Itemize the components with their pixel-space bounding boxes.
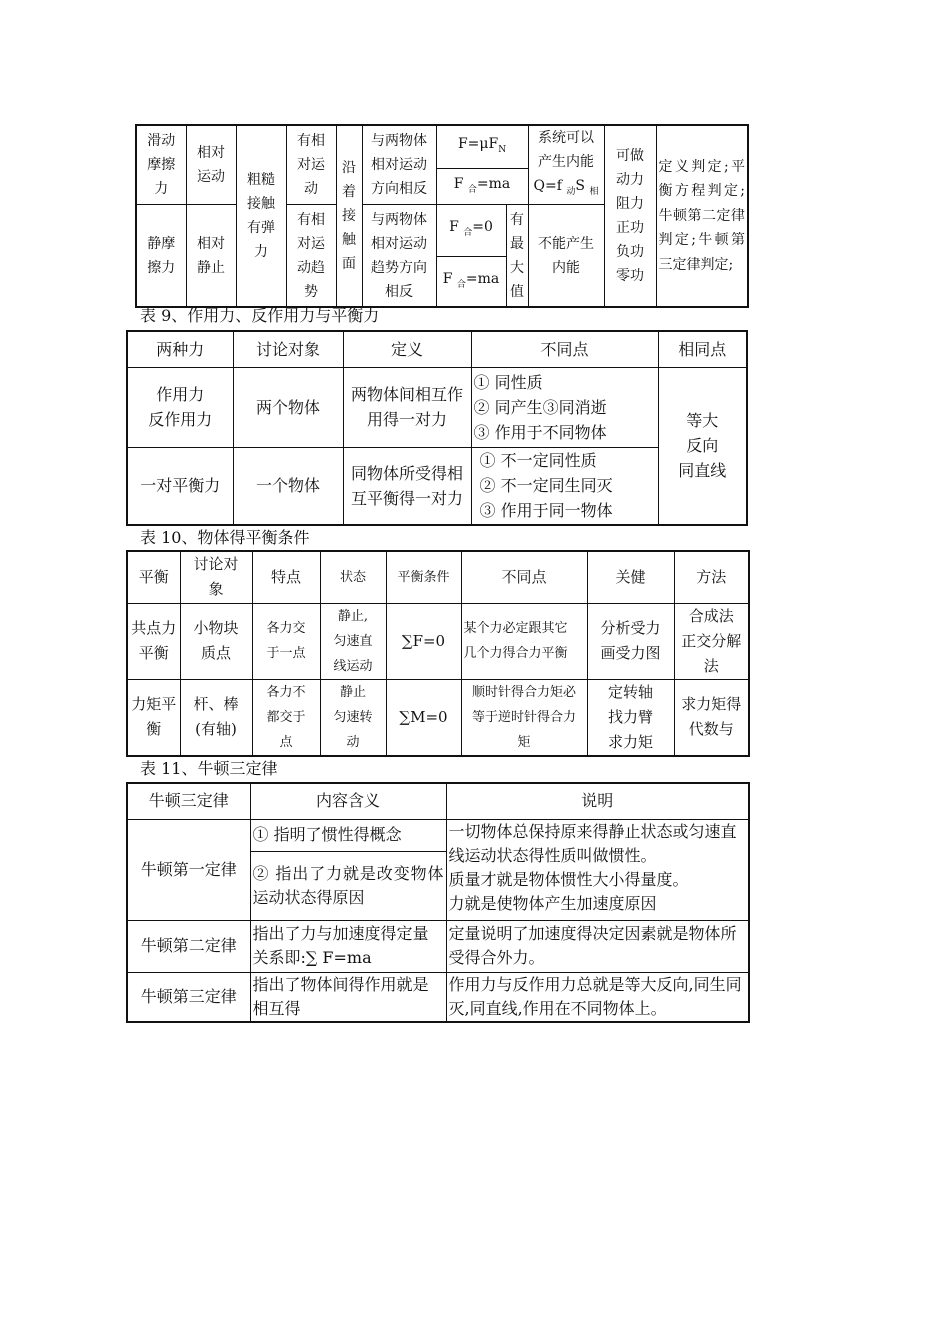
header-cell: 讨论对象 xyxy=(233,331,343,367)
force-diff: ① 不一定同性质 ② 不一定同生同灭 ③ 作用于同一物体 xyxy=(471,447,658,525)
force-object: 两个物体 xyxy=(233,367,343,447)
work-cell: 可做 动力 阻力 正功 负功 零功 xyxy=(604,125,656,307)
header-cell: 定义 xyxy=(343,331,471,367)
force-pairs-table xyxy=(126,330,748,526)
second-law-name: 牛顿第二定律 xyxy=(127,920,250,972)
first-law-name: 牛顿第一定律 xyxy=(127,819,250,920)
table9-caption: 表 9、作用力、反作用力与平衡力 xyxy=(140,306,380,325)
header-cell: 状态 xyxy=(320,551,386,603)
energy-sub-2: 相 xyxy=(589,186,599,197)
newton-laws-table xyxy=(126,782,750,1023)
header-cell: 不同点 xyxy=(471,331,658,367)
third-law-meaning: 指出了物体间得作用就是相互得 xyxy=(250,972,446,1022)
eq-diff: 顺时针得合力矩必 等于逆时针得合力 矩 xyxy=(461,679,587,756)
second-law-meaning: 指出了力与加速度得定量关系即:∑ F=ma xyxy=(250,920,446,972)
eq-key: 分析受力 画受力图 xyxy=(587,603,674,679)
static-max: 有 最 大 值 xyxy=(506,204,528,307)
friction-table xyxy=(135,124,749,308)
common-surface: 沿 着 接 触 面 xyxy=(336,125,362,307)
static-direction: 与两物体 相对运动 趋势方向 相反 xyxy=(362,204,436,307)
force-definition: 两物体间相互作 用得一对力 xyxy=(343,367,471,447)
header-cell: 内容含义 xyxy=(250,783,446,819)
first-law-meaning-2: ② 指出了力就是改变物体运动状态得原因 xyxy=(250,851,446,920)
header-cell: 相同点 xyxy=(658,331,747,367)
force-diff: ① 同性质 ② 同产生③同消逝 ③ 作用于不同物体 xyxy=(471,367,658,447)
first-law-meaning-1: ① 指明了惯性得概念 xyxy=(250,819,446,851)
energy-mid: S xyxy=(575,178,590,194)
formula-text: =0 xyxy=(472,219,493,236)
eq-object: 小物块 质点 xyxy=(180,603,252,679)
static-condition: 有相 对运 动趋 势 xyxy=(286,204,336,307)
header-cell: 平衡条件 xyxy=(386,551,461,603)
sliding-motion: 相对 运动 xyxy=(186,125,236,204)
sliding-condition: 有相 对运 动 xyxy=(286,125,336,204)
judgement-cell: 定义判定;平衡方程判定;牛顿第二定律判定;牛顿第三定律判定; xyxy=(656,125,748,307)
formula-text: F=μF xyxy=(457,136,499,153)
header-cell: 不同点 xyxy=(461,551,587,603)
eq-diff: 某个力必定跟其它 几个力得合力平衡 xyxy=(461,603,587,679)
formula-sub: 合 xyxy=(463,228,473,239)
sliding-formula-bottom xyxy=(436,169,528,204)
static-formula-bottom xyxy=(436,256,506,307)
eq-type: 力矩平 衡 xyxy=(127,679,180,756)
eq-key: 定转轴 找力臂 求力矩 xyxy=(587,679,674,756)
header-cell: 说明 xyxy=(446,783,749,819)
formula-text: F xyxy=(442,270,457,287)
energy-text: 系统可以 产生内能 Q=f xyxy=(533,130,595,194)
force-definition: 同物体所受得相 互平衡得一对力 xyxy=(343,447,471,525)
formula-text: =ma xyxy=(465,270,500,287)
first-law-note: 一切物体总保持原来得静止状态或匀速直线运动状态得性质叫做惯性。 质量才就是物体惯性大小得量度。 力就是使物体产生加速度原因 xyxy=(446,819,749,920)
static-energy: 不能产生 内能 xyxy=(528,204,604,307)
header-cell: 讨论对 象 xyxy=(180,551,252,603)
eq-feature: 各力不 都交于 点 xyxy=(252,679,320,756)
equilibrium-table xyxy=(126,550,750,757)
header-cell: 平衡 xyxy=(127,551,180,603)
table11-caption: 表 11、牛顿三定律 xyxy=(140,759,278,778)
energy-sub-1: 动 xyxy=(566,186,576,197)
eq-object: 杆、棒 (有轴) xyxy=(180,679,252,756)
force-kind: 作用力 反作用力 xyxy=(127,367,233,447)
second-law-note: 定量说明了加速度得决定因素就是物体所受得合外力。 xyxy=(446,920,749,972)
static-motion: 相对 静止 xyxy=(186,204,236,307)
formula-text: F xyxy=(449,219,464,236)
static-formula-top xyxy=(436,204,506,256)
common-condition: 粗糙 接触 有弹 力 xyxy=(236,125,286,307)
header-cell: 牛顿三定律 xyxy=(127,783,250,819)
eq-method: 求力矩得 代数与 xyxy=(674,679,749,756)
third-law-name: 牛顿第三定律 xyxy=(127,972,250,1022)
formula-sub: 合 xyxy=(456,279,466,290)
sliding-friction-name: 滑动 摩擦 力 xyxy=(136,125,186,204)
eq-state: 静止, 匀速直 线运动 xyxy=(320,603,386,679)
sliding-direction: 与两物体 相对运动 方向相反 xyxy=(362,125,436,204)
formula-text: F xyxy=(453,175,468,192)
third-law-note: 作用力与反作用力总就是等大反向,同生同灭,同直线,作用在不同物体上。 xyxy=(446,972,749,1022)
eq-method: 合成法 正交分解 法 xyxy=(674,603,749,679)
eq-condition: ∑F=0 xyxy=(386,603,461,679)
header-cell: 方法 xyxy=(674,551,749,603)
sliding-energy xyxy=(528,125,604,204)
header-cell: 两种力 xyxy=(127,331,233,367)
force-kind: 一对平衡力 xyxy=(127,447,233,525)
header-cell: 关健 xyxy=(587,551,674,603)
formula-text: =ma xyxy=(476,175,511,192)
table10-caption: 表 10、物体得平衡条件 xyxy=(140,528,310,547)
force-same: 等大 反向 同直线 xyxy=(658,367,747,525)
formula-sub: 合 xyxy=(467,184,477,195)
force-object: 一个物体 xyxy=(233,447,343,525)
eq-feature: 各力交 于一点 xyxy=(252,603,320,679)
static-friction-name: 静摩 擦力 xyxy=(136,204,186,307)
header-cell: 特点 xyxy=(252,551,320,603)
sliding-formula-top xyxy=(436,125,528,169)
eq-condition: ∑M=0 xyxy=(386,679,461,756)
formula-sub: N xyxy=(498,145,507,156)
eq-type: 共点力 平衡 xyxy=(127,603,180,679)
eq-state: 静止 匀速转 动 xyxy=(320,679,386,756)
